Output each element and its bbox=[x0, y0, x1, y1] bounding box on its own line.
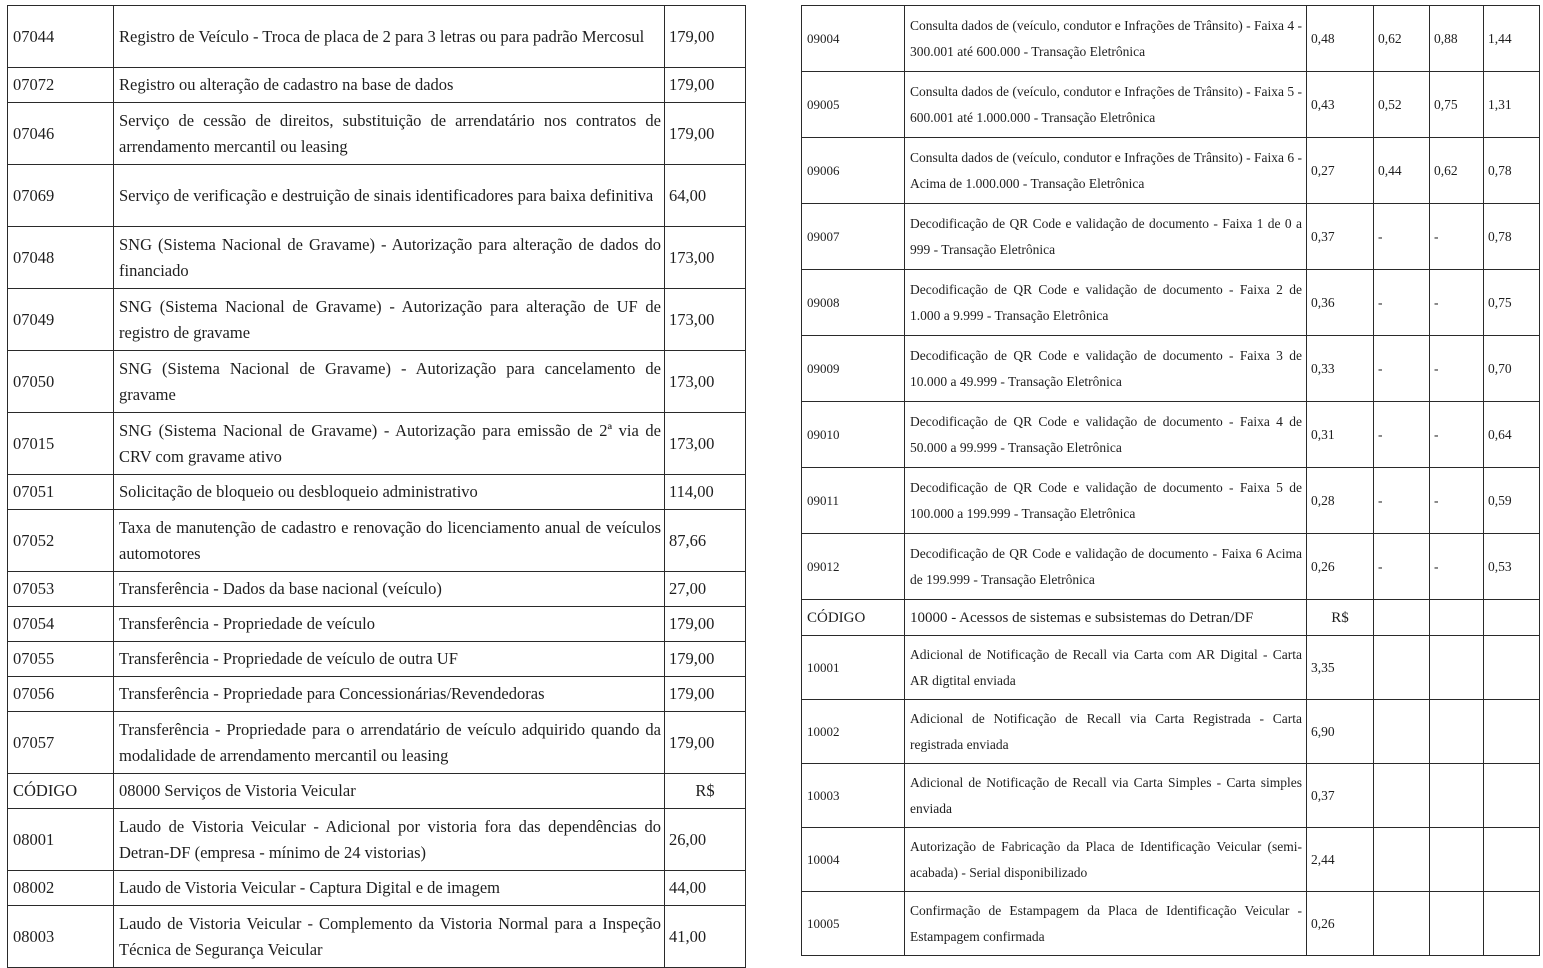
row-value-3: - bbox=[1430, 468, 1484, 534]
row-value-3: - bbox=[1430, 402, 1484, 468]
table-row bbox=[8, 165, 746, 227]
table-row bbox=[802, 764, 1540, 828]
row-value: 64,00 bbox=[665, 165, 746, 227]
row-value-1: 0,37 bbox=[1307, 204, 1374, 270]
empty-cell bbox=[1430, 600, 1484, 636]
fee-table-right bbox=[801, 5, 1540, 956]
fee-table-left-body bbox=[8, 6, 746, 968]
fee-table-left bbox=[7, 5, 746, 968]
section-title: 10000 - Acessos de sistemas e subsistemas do Detran/DF bbox=[905, 600, 1307, 636]
row-description: Decodificação de QR Code e validação de documento - Faixa 1 de 0 a 999 - Transação Eletrônica bbox=[905, 204, 1307, 270]
row-description: SNG (Sistema Nacional de Gravame) - Autorização para cancelamento de gravame bbox=[114, 351, 665, 413]
row-description: Decodificação de QR Code e validação de documento - Faixa 5 de 100.000 a 199.999 - Transação Eletrônica bbox=[905, 468, 1307, 534]
row-description: Decodificação de QR Code e validação de documento - Faixa 3 de 10.000 a 49.999 - Transação Eletrônica bbox=[905, 336, 1307, 402]
row-value: 179,00 bbox=[665, 103, 746, 165]
table-row bbox=[8, 68, 746, 103]
row-description: Transferência - Propriedade para o arrendatário de veículo adquirido quando da modalidade de arrendamento mercantil ou leasing bbox=[114, 712, 665, 774]
row-description: Solicitação de bloqueio ou desbloqueio administrativo bbox=[114, 475, 665, 510]
row-description: Registro ou alteração de cadastro na base de dados bbox=[114, 68, 665, 103]
row-description: Transferência - Propriedade para Concessionárias/Revendedoras bbox=[114, 677, 665, 712]
row-value: 179,00 bbox=[665, 6, 746, 68]
section-header-row bbox=[802, 600, 1540, 636]
row-value: 173,00 bbox=[665, 289, 746, 351]
row-value-1: 0,28 bbox=[1307, 468, 1374, 534]
table-row bbox=[8, 351, 746, 413]
empty-cell bbox=[1430, 764, 1484, 828]
row-value-3: - bbox=[1430, 204, 1484, 270]
row-code: 07072 bbox=[8, 68, 114, 103]
row-description: Decodificação de QR Code e validação de documento - Faixa 6 Acima de 199.999 - Transação Eletrônica bbox=[905, 534, 1307, 600]
row-value: 179,00 bbox=[665, 642, 746, 677]
row-code: 07050 bbox=[8, 351, 114, 413]
row-description: Decodificação de QR Code e validação de documento - Faixa 2 de 1.000 a 9.999 - Transação Eletrônica bbox=[905, 270, 1307, 336]
row-value-1: 0,37 bbox=[1307, 764, 1374, 828]
row-description: Serviço de verificação e destruição de sinais identificadores para baixa definitiva bbox=[114, 165, 665, 227]
row-code: 07053 bbox=[8, 572, 114, 607]
row-value-4: 0,78 bbox=[1484, 138, 1540, 204]
row-code: 07052 bbox=[8, 510, 114, 572]
row-value: 41,00 bbox=[665, 906, 746, 968]
row-code: 10002 bbox=[802, 700, 905, 764]
row-value-3: 0,62 bbox=[1430, 138, 1484, 204]
table-row bbox=[802, 534, 1540, 600]
row-code: 07056 bbox=[8, 677, 114, 712]
row-value-1: 3,35 bbox=[1307, 636, 1374, 700]
row-description: Transferência - Propriedade de veículo bbox=[114, 607, 665, 642]
section-title: 08000 Serviços de Vistoria Veicular bbox=[114, 774, 665, 809]
row-description: Registro de Veículo - Troca de placa de 2 para 3 letras ou para padrão Mercosul bbox=[114, 6, 665, 68]
row-value-3: - bbox=[1430, 534, 1484, 600]
row-code: 09008 bbox=[802, 270, 905, 336]
table-row bbox=[8, 809, 746, 871]
row-value-4: 0,64 bbox=[1484, 402, 1540, 468]
table-row bbox=[8, 510, 746, 572]
row-value-2: - bbox=[1374, 204, 1430, 270]
empty-cell bbox=[1374, 636, 1430, 700]
table-row bbox=[8, 712, 746, 774]
header-code-label: CÓDIGO bbox=[802, 600, 905, 636]
header-unit-label: R$ bbox=[1307, 600, 1374, 636]
row-code: 07055 bbox=[8, 642, 114, 677]
row-code: 10005 bbox=[802, 892, 905, 956]
row-value-4: 0,53 bbox=[1484, 534, 1540, 600]
table-row bbox=[8, 6, 746, 68]
empty-cell bbox=[1374, 600, 1430, 636]
header-code-label: CÓDIGO bbox=[8, 774, 114, 809]
row-description: SNG (Sistema Nacional de Gravame) - Autorização para alteração de dados do financiado bbox=[114, 227, 665, 289]
row-value: 27,00 bbox=[665, 572, 746, 607]
row-value-4: 1,31 bbox=[1484, 72, 1540, 138]
row-value: 44,00 bbox=[665, 871, 746, 906]
row-value: 173,00 bbox=[665, 351, 746, 413]
row-value-3: 0,88 bbox=[1430, 6, 1484, 72]
table-row bbox=[802, 892, 1540, 956]
row-code: 09010 bbox=[802, 402, 905, 468]
row-description: Autorização de Fabricação da Placa de Identificação Veicular (semi-acabada) - Serial disponibilizado bbox=[905, 828, 1307, 892]
table-row bbox=[802, 270, 1540, 336]
empty-cell bbox=[1430, 892, 1484, 956]
row-code: 07069 bbox=[8, 165, 114, 227]
row-value: 179,00 bbox=[665, 712, 746, 774]
table-row bbox=[802, 72, 1540, 138]
row-value-1: 2,44 bbox=[1307, 828, 1374, 892]
empty-cell bbox=[1374, 764, 1430, 828]
row-description: Consulta dados de (veículo, condutor e Infrações de Trânsito) - Faixa 4 - 300.001 até 600.000 - Transação Eletrônica bbox=[905, 6, 1307, 72]
row-value-4: 0,70 bbox=[1484, 336, 1540, 402]
row-code: 10003 bbox=[802, 764, 905, 828]
row-value-1: 0,26 bbox=[1307, 534, 1374, 600]
row-value-1: 0,31 bbox=[1307, 402, 1374, 468]
row-code: 07044 bbox=[8, 6, 114, 68]
row-value-1: 0,48 bbox=[1307, 6, 1374, 72]
row-description: Adicional de Notificação de Recall via Carta Registrada - Carta registrada enviada bbox=[905, 700, 1307, 764]
row-description: Adicional de Notificação de Recall via Carta com AR Digital - Carta AR digtital enviada bbox=[905, 636, 1307, 700]
row-code: 10001 bbox=[802, 636, 905, 700]
row-description: Laudo de Vistoria Veicular - Captura Digital e de imagem bbox=[114, 871, 665, 906]
empty-cell bbox=[1484, 636, 1540, 700]
row-code: 09007 bbox=[802, 204, 905, 270]
row-value: 179,00 bbox=[665, 677, 746, 712]
row-description: Decodificação de QR Code e validação de documento - Faixa 4 de 50.000 a 99.999 - Transação Eletrônica bbox=[905, 402, 1307, 468]
table-row bbox=[8, 103, 746, 165]
row-value-2: - bbox=[1374, 270, 1430, 336]
fee-table-right-body bbox=[802, 6, 1540, 956]
row-description: Consulta dados de (veículo, condutor e Infrações de Trânsito) - Faixa 6 - Acima de 1.000.000 - Transação Eletrônica bbox=[905, 138, 1307, 204]
table-row bbox=[8, 289, 746, 351]
row-code: 09011 bbox=[802, 468, 905, 534]
row-value-2: - bbox=[1374, 534, 1430, 600]
row-value-3: 0,75 bbox=[1430, 72, 1484, 138]
row-value-1: 6,90 bbox=[1307, 700, 1374, 764]
row-code: 09005 bbox=[802, 72, 905, 138]
empty-cell bbox=[1484, 892, 1540, 956]
empty-cell bbox=[1484, 764, 1540, 828]
table-row bbox=[802, 468, 1540, 534]
table-row bbox=[8, 677, 746, 712]
row-code: 09009 bbox=[802, 336, 905, 402]
row-value-4: 0,75 bbox=[1484, 270, 1540, 336]
row-value-1: 0,26 bbox=[1307, 892, 1374, 956]
table-row bbox=[8, 871, 746, 906]
row-value-2: - bbox=[1374, 402, 1430, 468]
row-code: 07049 bbox=[8, 289, 114, 351]
row-code: 07057 bbox=[8, 712, 114, 774]
row-value-4: 1,44 bbox=[1484, 6, 1540, 72]
table-row bbox=[8, 227, 746, 289]
row-description: SNG (Sistema Nacional de Gravame) - Autorização para alteração de UF de registro de gravame bbox=[114, 289, 665, 351]
empty-cell bbox=[1374, 828, 1430, 892]
table-row bbox=[8, 906, 746, 968]
row-description: Serviço de cessão de direitos, substituição de arrendatário nos contratos de arrendamento mercantil ou leasing bbox=[114, 103, 665, 165]
empty-cell bbox=[1374, 892, 1430, 956]
row-value-2: 0,44 bbox=[1374, 138, 1430, 204]
row-value: 173,00 bbox=[665, 227, 746, 289]
table-row bbox=[802, 138, 1540, 204]
row-code: 09004 bbox=[802, 6, 905, 72]
row-description: Consulta dados de (veículo, condutor e Infrações de Trânsito) - Faixa 5 - 600.001 até 1.000.000 - Transação Eletrônica bbox=[905, 72, 1307, 138]
row-value-2: - bbox=[1374, 468, 1430, 534]
row-description: SNG (Sistema Nacional de Gravame) - Autorização para emissão de 2ª via de CRV com gravame ativo bbox=[114, 413, 665, 475]
empty-cell bbox=[1430, 828, 1484, 892]
table-row bbox=[802, 636, 1540, 700]
table-row bbox=[802, 6, 1540, 72]
row-value-2: - bbox=[1374, 336, 1430, 402]
row-code: 07051 bbox=[8, 475, 114, 510]
table-row bbox=[8, 607, 746, 642]
table-row bbox=[802, 336, 1540, 402]
row-description: Confirmação de Estampagem da Placa de Identificação Veicular - Estampagem confirmada bbox=[905, 892, 1307, 956]
empty-cell bbox=[1484, 600, 1540, 636]
empty-cell bbox=[1430, 636, 1484, 700]
row-value-1: 0,27 bbox=[1307, 138, 1374, 204]
row-code: 07054 bbox=[8, 607, 114, 642]
empty-cell bbox=[1430, 700, 1484, 764]
row-value-2: 0,62 bbox=[1374, 6, 1430, 72]
row-value: 179,00 bbox=[665, 68, 746, 103]
row-description: Transferência - Propriedade de veículo de outra UF bbox=[114, 642, 665, 677]
row-value-1: 0,33 bbox=[1307, 336, 1374, 402]
table-row bbox=[802, 204, 1540, 270]
row-value-4: 0,78 bbox=[1484, 204, 1540, 270]
table-row bbox=[802, 828, 1540, 892]
row-value-3: - bbox=[1430, 270, 1484, 336]
row-value-1: 0,43 bbox=[1307, 72, 1374, 138]
table-row bbox=[8, 572, 746, 607]
row-value-4: 0,59 bbox=[1484, 468, 1540, 534]
row-value: 87,66 bbox=[665, 510, 746, 572]
row-code: 10004 bbox=[802, 828, 905, 892]
table-row bbox=[8, 413, 746, 475]
empty-cell bbox=[1374, 700, 1430, 764]
empty-cell bbox=[1484, 700, 1540, 764]
table-row bbox=[8, 642, 746, 677]
table-row bbox=[8, 475, 746, 510]
row-code: 08001 bbox=[8, 809, 114, 871]
row-value-3: - bbox=[1430, 336, 1484, 402]
row-value: 26,00 bbox=[665, 809, 746, 871]
row-code: 09012 bbox=[802, 534, 905, 600]
row-description: Adicional de Notificação de Recall via Carta Simples - Carta simples enviada bbox=[905, 764, 1307, 828]
header-unit-label: R$ bbox=[665, 774, 746, 809]
row-value: 179,00 bbox=[665, 607, 746, 642]
table-row bbox=[802, 700, 1540, 764]
row-value-2: 0,52 bbox=[1374, 72, 1430, 138]
row-code: 07048 bbox=[8, 227, 114, 289]
row-code: 08003 bbox=[8, 906, 114, 968]
row-description: Laudo de Vistoria Veicular - Complemento da Vistoria Normal para a Inspeção Técnica de Segurança Veicular bbox=[114, 906, 665, 968]
row-description: Transferência - Dados da base nacional (veículo) bbox=[114, 572, 665, 607]
row-code: 09006 bbox=[802, 138, 905, 204]
empty-cell bbox=[1484, 828, 1540, 892]
row-value-1: 0,36 bbox=[1307, 270, 1374, 336]
row-description: Taxa de manutenção de cadastro e renovação do licenciamento anual de veículos automotores bbox=[114, 510, 665, 572]
section-header-row bbox=[8, 774, 746, 809]
row-code: 07046 bbox=[8, 103, 114, 165]
row-value: 114,00 bbox=[665, 475, 746, 510]
row-code: 07015 bbox=[8, 413, 114, 475]
row-description: Laudo de Vistoria Veicular - Adicional por vistoria fora das dependências do Detran-DF (empresa - mínimo de 24 vistorias) bbox=[114, 809, 665, 871]
row-code: 08002 bbox=[8, 871, 114, 906]
table-row bbox=[802, 402, 1540, 468]
row-value: 173,00 bbox=[665, 413, 746, 475]
